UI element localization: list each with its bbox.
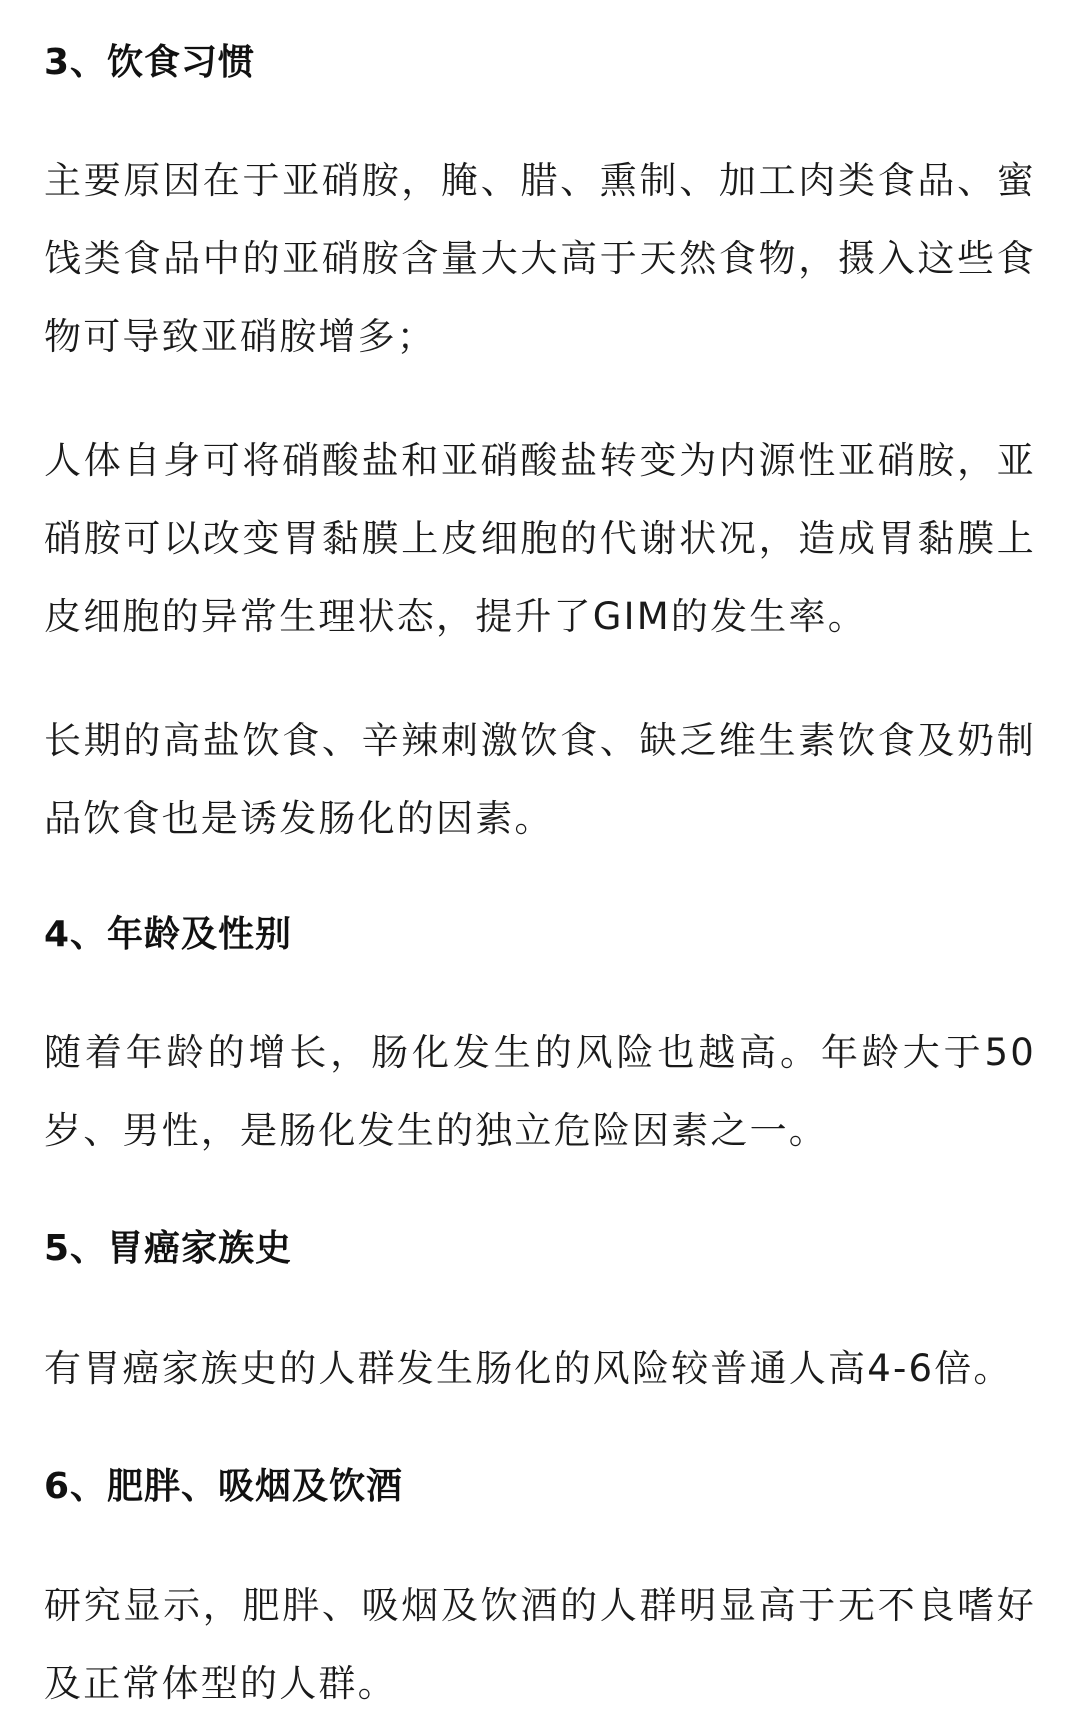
section-heading-family-history: 5、胃癌家族史 bbox=[44, 1228, 293, 1269]
paragraph-nitrosamine-foods: 主要原因在于亚硝胺，腌、腊、熏制、加工肉类食品、蜜饯类食品中的亚硝胺含量大大高于天然食物，摄入这些食物可导致亚硝胺增多； bbox=[44, 159, 1036, 358]
section-heading-lifestyle: 6、肥胖、吸烟及饮酒 bbox=[44, 1466, 404, 1507]
paragraph-endogenous-nitrosamine: 人体自身可将硝酸盐和亚硝酸盐转变为内源性亚硝胺，亚硝胺可以改变胃黏膜上皮细胞的代谢状况，造成胃黏膜上皮细胞的异常生理状态，提升了GIM的发生率。 bbox=[44, 439, 1036, 638]
paragraph-age-gender: 随着年龄的增长，肠化发生的风险也越高。年龄大于50岁、男性，是肠化发生的独立危险因素之一。 bbox=[44, 1031, 1036, 1152]
paragraph-family-history: 有胃癌家族史的人群发生肠化的风险较普通人高4-6倍。 bbox=[44, 1347, 1013, 1390]
section-heading-diet: 3、饮食习惯 bbox=[44, 42, 256, 83]
section-heading-age-gender: 4、年龄及性别 bbox=[44, 914, 293, 955]
paragraph-diet-factors: 长期的高盐饮食、辛辣刺激饮食、缺乏维生素饮食及奶制品饮食也是诱发肠化的因素。 bbox=[44, 719, 1036, 840]
paragraph-lifestyle: 研究显示，肥胖、吸烟及饮酒的人群明显高于无不良嗜好及正常体型的人群。 bbox=[44, 1584, 1036, 1705]
